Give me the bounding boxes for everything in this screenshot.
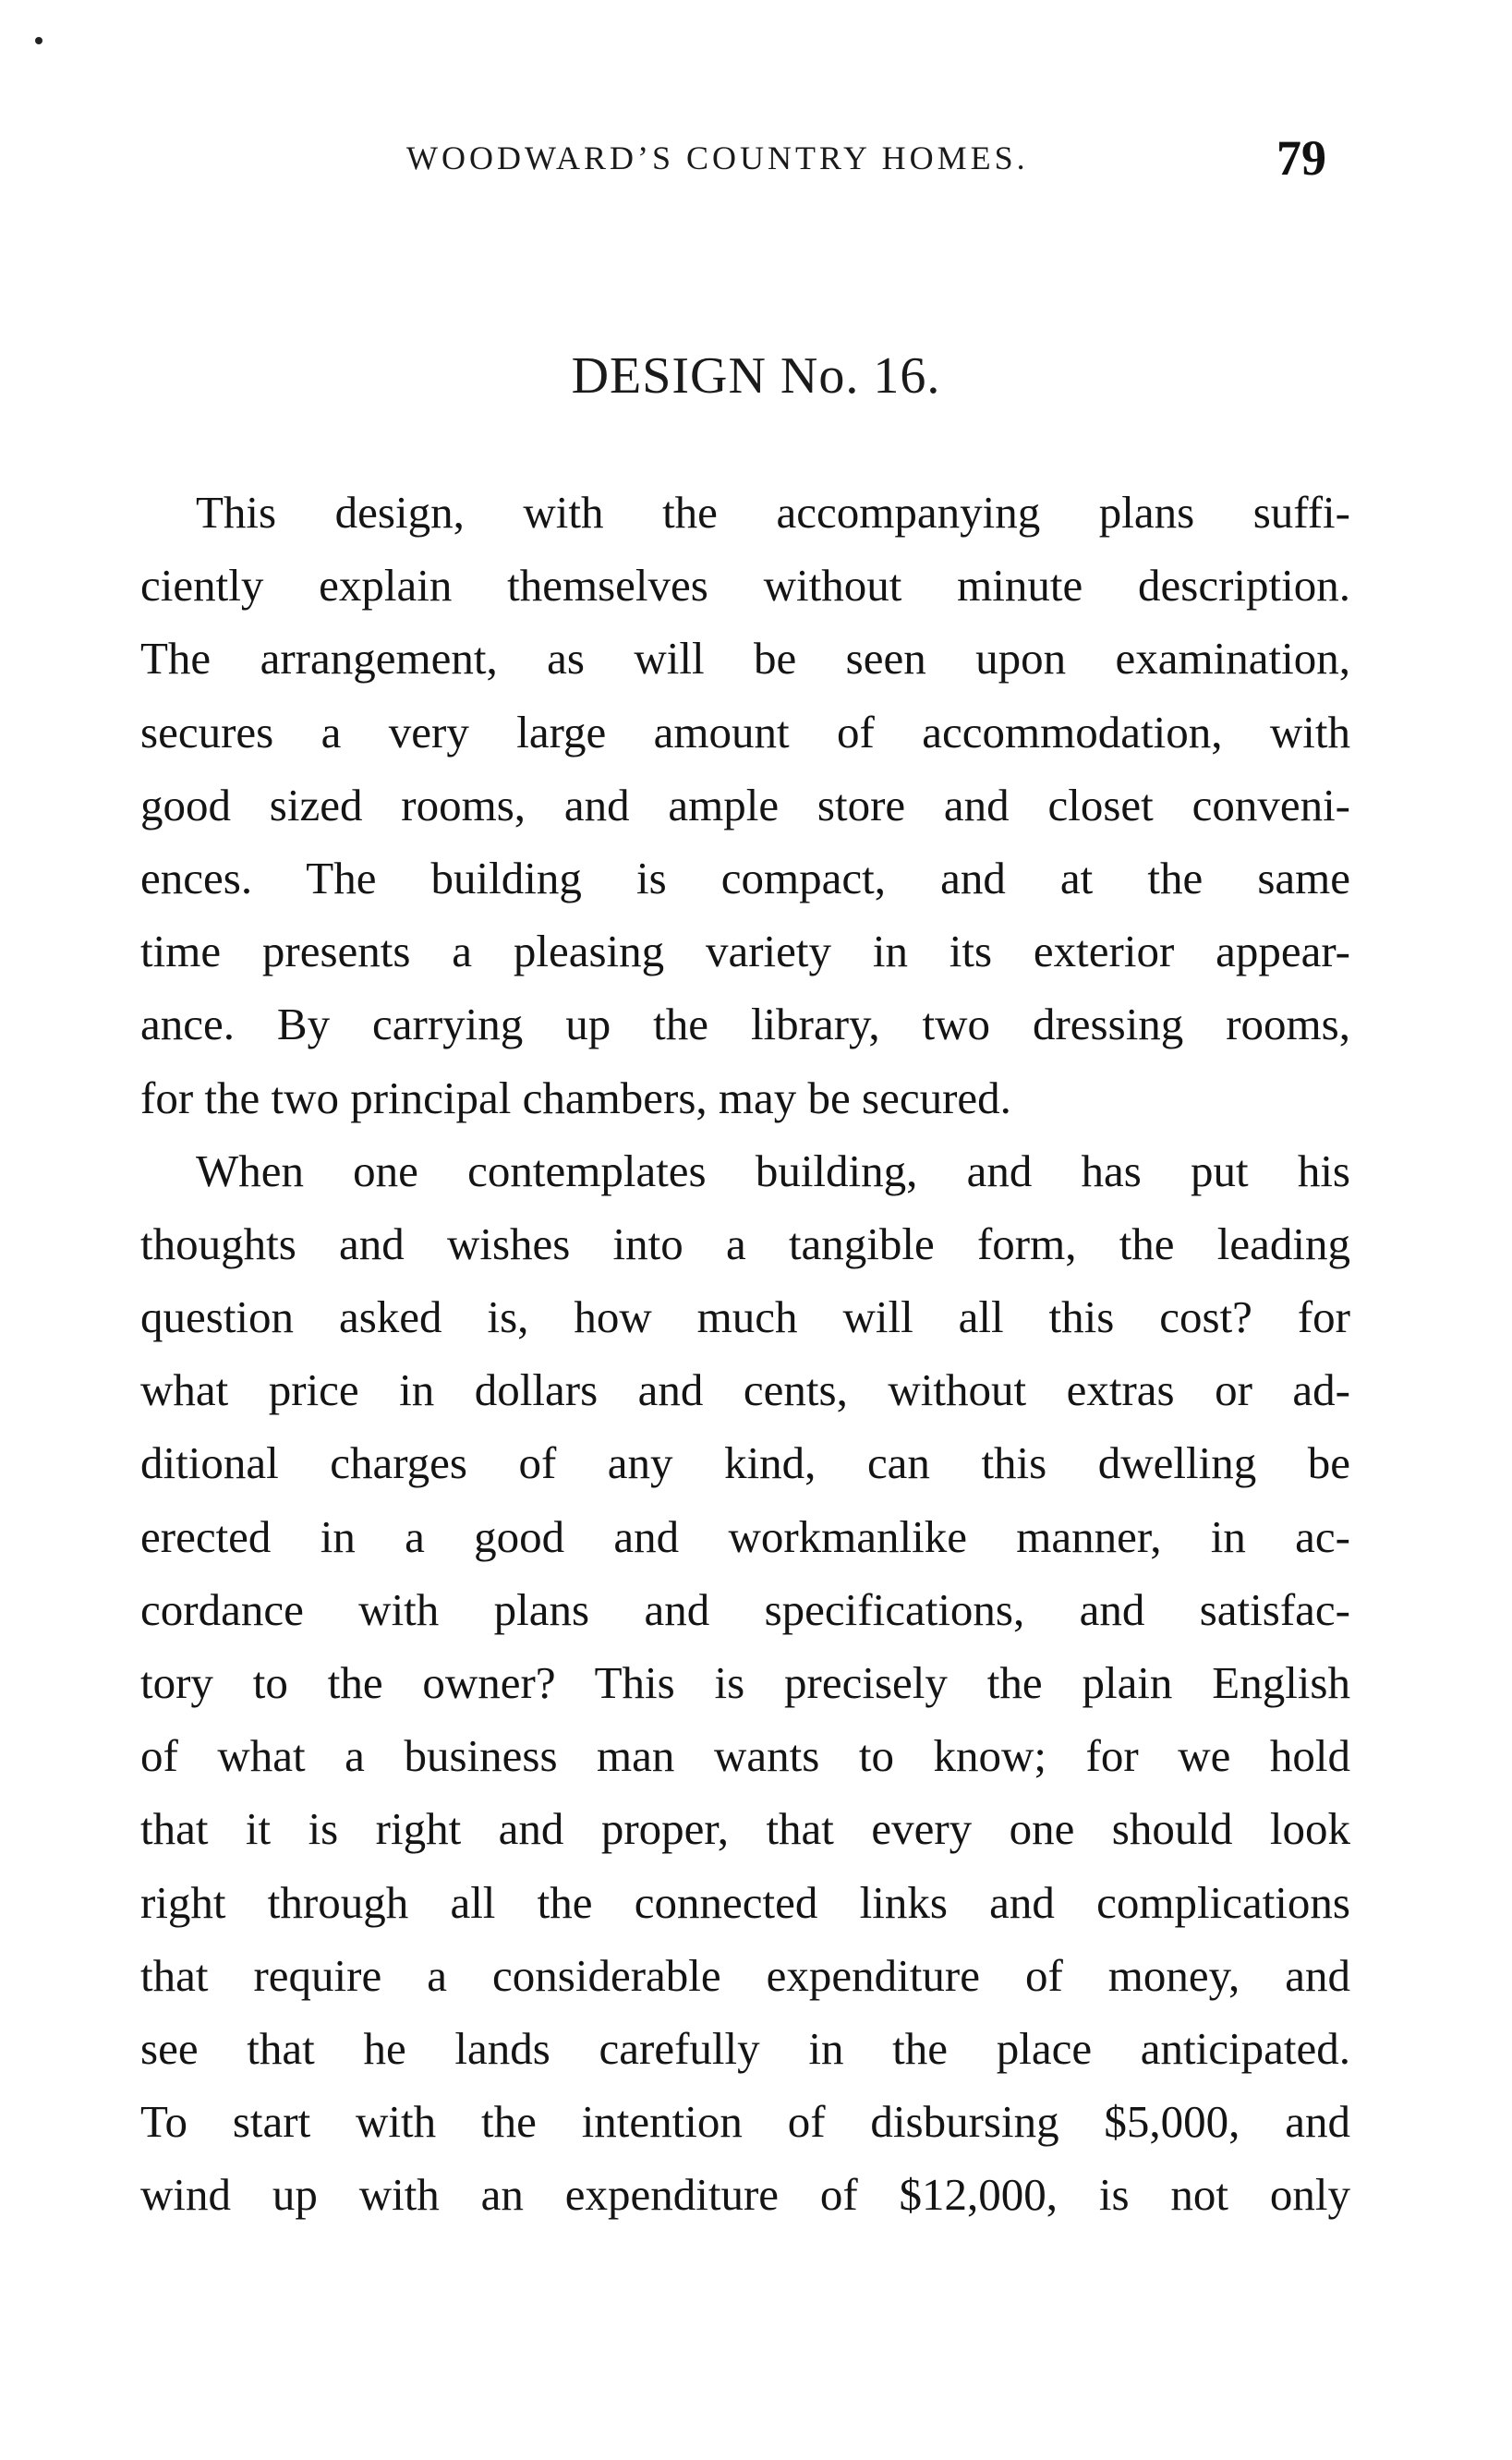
paragraph-2-line: When one contemplates building, and has put his — [196, 1145, 1350, 1196]
paragraph-1-line: time presents a pleasing variety in its exterior appear- — [140, 926, 1350, 977]
ink-speck — [35, 37, 42, 44]
paragraph-1-line: for the two principal chambers, may be secured. — [140, 1072, 1011, 1123]
paragraph-2-line: To start with the intention of disbursing $5,000, and — [140, 2096, 1350, 2148]
paragraph-2-line: that it is right and proper, that every one should look — [140, 1803, 1350, 1855]
paragraph-1-line: This design, with the accompanying plans suffi- — [196, 487, 1350, 538]
design-title: DESIGN No. 16. — [571, 347, 941, 405]
paragraph-2-line: tory to the owner? This is precisely the plain English — [140, 1657, 1350, 1708]
paragraph-1-line: ciently explain themselves without minute description. — [140, 560, 1350, 612]
paragraph-2-line: right through all the connected links and complications — [140, 1876, 1350, 1928]
paragraph-2-line: thoughts and wishes into a tangible form, the leading — [140, 1218, 1350, 1269]
paragraph-2-line: what price in dollars and cents, without extras or ad- — [140, 1364, 1350, 1416]
paragraph-1-line: ance. By carrying up the library, two dressing rooms, — [140, 999, 1350, 1050]
paragraph-2-line: wind up with an expenditure of $12,000, is not only — [140, 2169, 1350, 2221]
paragraph-1-line: secures a very large amount of accommodation, with — [140, 706, 1350, 757]
running-head: WOODWARD’S COUNTRY HOMES. — [406, 139, 1029, 176]
body-text — [140, 476, 1350, 2232]
page-number: 79 — [1276, 130, 1326, 186]
paragraph-2-line: question asked is, how much will all this cost? for — [140, 1291, 1350, 1343]
paragraph-2-line: that require a considerable expenditure of money, and — [140, 1949, 1350, 2001]
paragraph-2-line: cordance with plans and specifications, and satisfac- — [140, 1583, 1350, 1635]
paragraph-2-line: of what a business man wants to know; for we hold — [140, 1730, 1350, 1782]
paragraph-1-line: ences. The building is compact, and at the same — [140, 852, 1350, 903]
paragraph-1-line: good sized rooms, and ample store and closet conveni- — [140, 779, 1350, 830]
paragraph-2-line: see that he lands carefully in the place anticipated. — [140, 2022, 1350, 2074]
paragraph-1-line: The arrangement, as will be seen upon examination, — [140, 633, 1350, 685]
paragraph-2-line: ditional charges of any kind, can this dwelling be — [140, 1437, 1350, 1489]
paragraph-2-line: erected in a good and workmanlike manner, in ac- — [140, 1510, 1350, 1562]
